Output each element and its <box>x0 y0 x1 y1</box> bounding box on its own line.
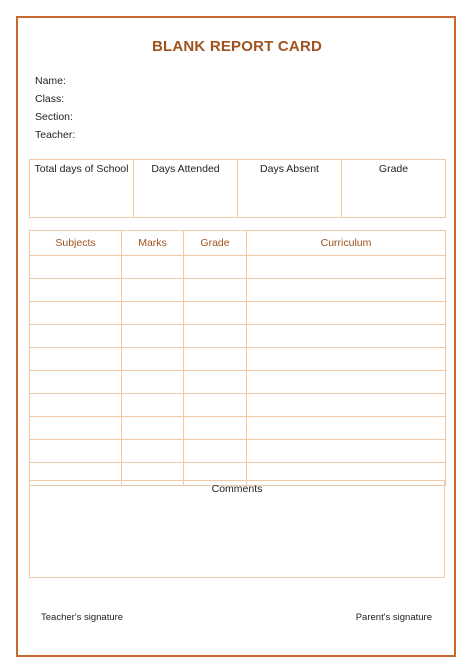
header-curriculum: Curriculum <box>247 231 446 256</box>
table-row <box>30 325 446 348</box>
cell-grade <box>184 302 247 325</box>
cell-subject <box>30 417 122 440</box>
header-days-absent: Days Absent <box>238 160 342 218</box>
cell-marks <box>122 256 184 279</box>
cell-grade <box>184 394 247 417</box>
cell-subject <box>30 325 122 348</box>
report-title: BLANK REPORT CARD <box>151 38 323 55</box>
cell-grade <box>184 279 247 302</box>
cell-marks <box>122 325 184 348</box>
attendance-table <box>29 159 446 218</box>
cell-curriculum <box>247 279 446 302</box>
info-teacher: Teacher: <box>35 129 76 141</box>
header-subjects: Subjects <box>30 231 122 256</box>
table-row <box>30 302 446 325</box>
cell-grade <box>184 440 247 463</box>
table-row <box>30 394 446 417</box>
header-subject-grade: Grade <box>184 231 247 256</box>
student-info <box>35 72 75 144</box>
cell-grade <box>184 371 247 394</box>
table-row <box>30 417 446 440</box>
table-row <box>30 440 446 463</box>
info-class: Class: <box>35 93 65 105</box>
cell-curriculum <box>247 256 446 279</box>
header-total-days: Total days of School <box>30 160 134 218</box>
info-section: Section: <box>35 111 73 123</box>
comments-box <box>29 480 445 578</box>
cell-grade <box>184 348 247 371</box>
cell-marks <box>122 417 184 440</box>
cell-subject <box>30 348 122 371</box>
cell-curriculum <box>247 371 446 394</box>
cell-curriculum <box>247 302 446 325</box>
table-row <box>30 371 446 394</box>
comments-label: Comments <box>211 483 263 495</box>
cell-grade <box>184 256 247 279</box>
subjects-table <box>29 230 446 486</box>
cell-marks <box>122 371 184 394</box>
cell-subject <box>30 279 122 302</box>
cell-curriculum <box>247 348 446 371</box>
teacher-signature: Teacher's signature <box>41 612 124 623</box>
cell-curriculum <box>247 440 446 463</box>
header-marks: Marks <box>122 231 184 256</box>
header-grade: Grade <box>342 160 446 218</box>
attendance-header-row <box>30 160 446 218</box>
cell-subject <box>30 394 122 417</box>
parent-signature: Parent's signature <box>355 612 432 623</box>
cell-marks <box>122 279 184 302</box>
cell-curriculum <box>247 394 446 417</box>
header-days-attended: Days Attended <box>134 160 238 218</box>
cell-marks <box>122 394 184 417</box>
info-name: Name: <box>35 75 66 87</box>
cell-subject <box>30 371 122 394</box>
cell-marks <box>122 302 184 325</box>
table-row <box>30 256 446 279</box>
cell-grade <box>184 325 247 348</box>
subjects-body <box>30 256 446 486</box>
cell-subject <box>30 256 122 279</box>
subjects-header-row <box>30 231 446 256</box>
cell-subject <box>30 440 122 463</box>
table-row <box>30 348 446 371</box>
cell-marks <box>122 440 184 463</box>
cell-curriculum <box>247 417 446 440</box>
cell-marks <box>122 348 184 371</box>
cell-grade <box>184 417 247 440</box>
table-row <box>30 279 446 302</box>
cell-subject <box>30 302 122 325</box>
cell-curriculum <box>247 325 446 348</box>
